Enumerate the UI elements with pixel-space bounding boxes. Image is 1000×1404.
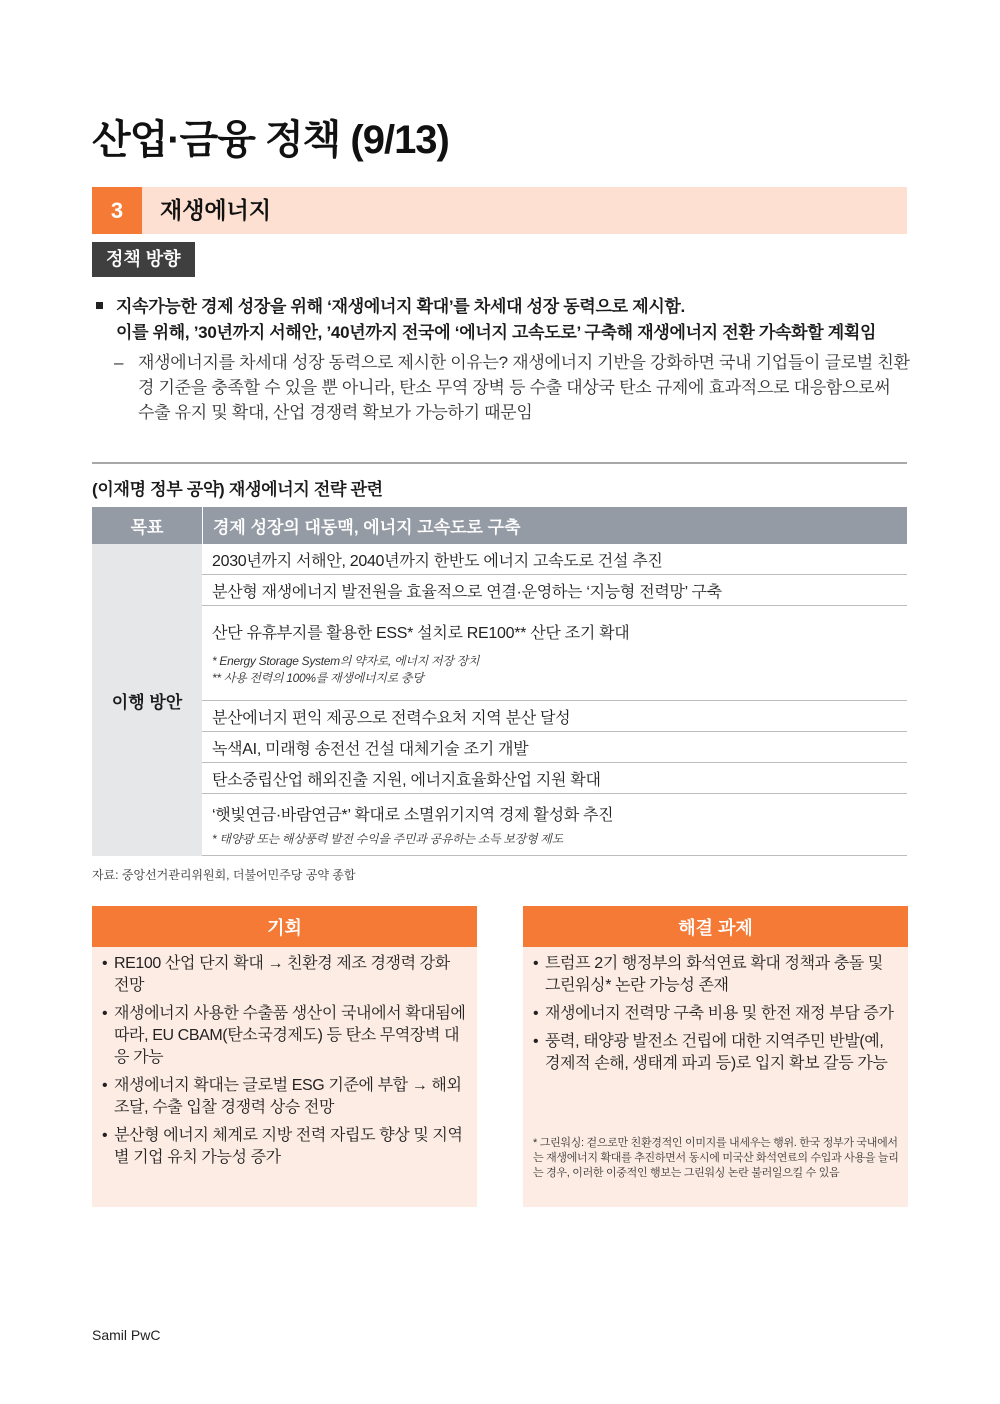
table-header-row [92, 507, 907, 544]
list-item: • 풍력, 태양광 발전소 건립에 대한 지역주민 반발(예, 경제적 손해, 생태계 파괴 등)로 입지 확보 갈등 가능 [533, 1033, 888, 1072]
list-item: • 재생에너지 전력망 구축 비용 및 한전 재정 부담 증가 [533, 1005, 894, 1022]
row-text: 2030년까지 서해안, 2040년까지 한반도 에너지 고속도로 건설 추진 [212, 552, 663, 570]
sub-bullet-line: 재생에너지를 차세대 성장 동력으로 제시한 이유는? 재생에너지 기반을 강화하면 국내 기업들이 글로벌 친환 [138, 353, 910, 372]
opportunity-box [92, 906, 477, 1207]
greenwashing-note: * 그린워싱: 겉으로만 친환경적인 이미지를 내세우는 행위. 한국 정부가 국내에서는 재생에너지 확대를 추진하면서 동시에 미국산 화석연료의 수입과 사용을 늘리는 경우, 이러한 이중적인 행보는 그린워싱 논란 불러일으킬 수 있음 [533, 1137, 899, 1179]
section-header [92, 187, 907, 234]
opportunity-title: 기회 [92, 906, 477, 947]
table-row [202, 575, 907, 606]
section-number: 3 [92, 187, 142, 234]
source-note: 자료: 중앙선거관리위원회, 더불어민주당 공약 종합 [92, 868, 356, 882]
row-text: 분산에너지 편익 제공으로 전력수요처 지역 분산 달성 [212, 709, 571, 727]
row-text: ‘햇빛연금·바람연금*’ 확대로 소멸위기지역 경제 활성화 추진 [212, 806, 614, 824]
row-text: 녹색AI, 미래형 송전선 건설 대체기술 조기 개발 [212, 740, 529, 758]
goal-text: 경제 성장의 대동맥, 에너지 고속도로 구축 [202, 507, 907, 544]
sub-bullet-line: 수출 유지 및 확대, 산업 경쟁력 확보가 가능하기 때문임 [138, 403, 533, 422]
sub-bullet [114, 350, 914, 425]
main-bullet-line: 지속가능한 경제 성장을 위해 ‘재생에너지 확대’를 차세대 성장 동력으로 제시함. [116, 297, 685, 316]
table-row [202, 544, 907, 575]
divider [92, 462, 907, 464]
table-caption: (이재명 정부 공약) 재생에너지 전략 관련 [92, 480, 383, 499]
policy-direction-tag: 정책 방향 [92, 242, 195, 277]
row-note: * Energy Storage System의 약자로, 에너지 저장 장치 [212, 653, 480, 668]
row-text: 산단 유휴부지를 활용한 ESS* 설치로 RE100** 산단 조기 확대 [212, 624, 630, 642]
row-text: 분산형 재생에너지 발전원을 효율적으로 연결·운영하는 ‘지능형 전력망’ 구축 [212, 583, 722, 601]
list-item: • 재생에너지 사용한 수출품 생산이 국내에서 확대됨에 따라, EU CBAM(탄소국경제도) 등 탄소 무역장벽 대응 가능 [102, 1005, 466, 1066]
section-title: 재생에너지 [160, 197, 272, 223]
policy-table [92, 507, 907, 856]
challenges-box [523, 906, 908, 1207]
list-item: • 재생에너지 확대는 글로벌 ESG 기준에 부합 → 해외 조달, 수출 입찰 경쟁력 상승 전망 [102, 1077, 462, 1116]
table-row [202, 763, 907, 794]
table-body [92, 544, 907, 856]
table-row [202, 732, 907, 763]
sub-bullet-line: 경 기준을 충족할 수 있을 뿐 아니라, 탄소 무역 장벽 등 수출 대상국 탄소 규제에 효과적으로 대응함으로써 [138, 378, 891, 397]
list-item: • RE100 산업 단지 확대 → 친환경 제조 경쟁력 강화 전망 [102, 955, 450, 994]
challenges-title: 해결 과제 [523, 906, 908, 947]
row-text: 탄소중립산업 해외진출 지원, 에너지효율화산업 지원 확대 [212, 771, 601, 789]
list-item: • 트럼프 2기 행정부의 화석연료 확대 정책과 충돌 및 그린워싱* 논란 가능성 존재 [533, 955, 883, 994]
row-note: * 태양광 또는 해상풍력 발전 수익을 주민과 공유하는 소득 보장형 제도 [212, 831, 563, 846]
table-row [202, 794, 907, 856]
page-title: 산업·금융 정책 (9/13) [92, 118, 449, 162]
table-row [202, 701, 907, 732]
plan-label: 이행 방안 [92, 544, 202, 856]
footer-brand: Samil PwC [92, 1327, 161, 1343]
dash-bullet: – [114, 353, 124, 372]
list-item: • 분산형 에너지 체계로 지방 전력 자립도 향상 및 지역별 기업 유치 가능성 증가 [102, 1127, 463, 1166]
goal-label: 목표 [130, 518, 164, 537]
square-bullet-icon [96, 302, 103, 309]
main-bullet [96, 294, 911, 346]
table-row [202, 606, 907, 701]
row-note: ** 사용 전력의 100%를 재생에너지로 충당 [212, 670, 424, 685]
main-bullet-line: 이를 위해, ’30년까지 서해안, ’40년까지 전국에 ‘에너지 고속도로’ 구축해 재생에너지 전환 가속화할 계획임 [116, 323, 877, 342]
